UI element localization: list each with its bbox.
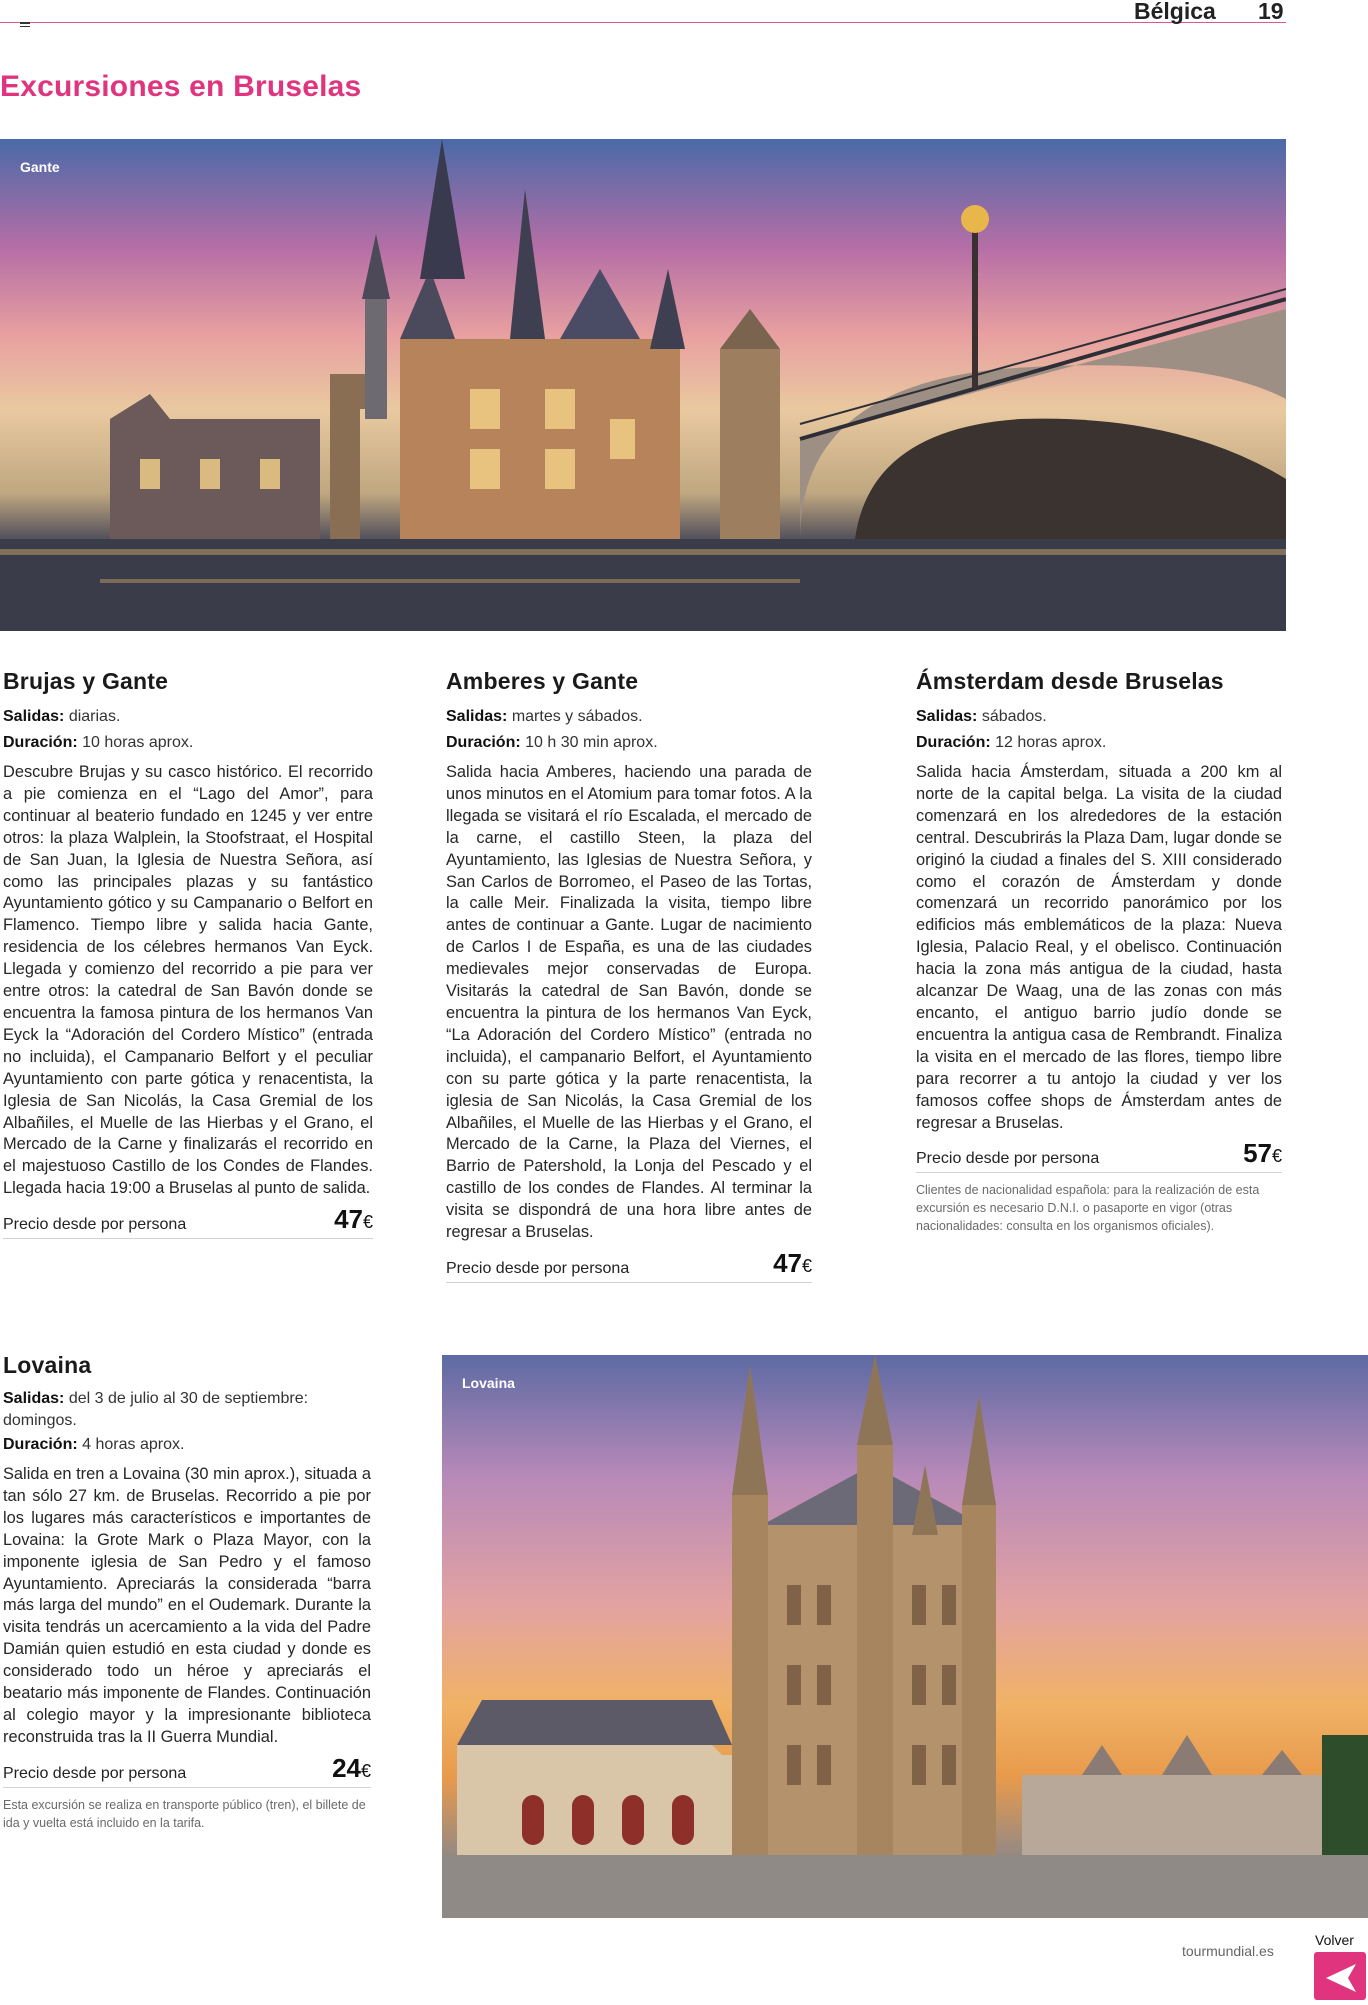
salidas-line: Salidas: martes y sábados. — [446, 708, 643, 725]
photo-caption: Lovaina — [462, 1375, 515, 1391]
salidas-line: Salidas: del 3 de julio al 30 de septiembre: domingos. — [3, 1390, 309, 1429]
section-title: Bélgica — [1134, 0, 1216, 24]
excursion-title: Lovaina — [3, 1352, 92, 1378]
salidas-line: Salidas: sábados. — [916, 708, 1047, 725]
footer-url[interactable]: tourmundial.es — [1182, 1943, 1274, 1959]
price-label: Precio desde por persona — [916, 1150, 1100, 1168]
excursion-description: Salida hacia Amberes, haciendo una parada de unos minutos en el Atomium para tomar fotos. A la llegada se visitará el río Escalada, el mercado de la carne, el castillo Steen, la plaza del Ayuntamiento, las Iglesias de Nuestra Señora, y San Carlos de Borromeo, el Paseo de las Tortas, la calle Meir. Finalizada la visita, tiempo libre antes de continuar a Gante. Lugar de nacimiento de Carlos I de España, es una de las ciudades medievales mejor conservadas de Europa. Visitarás la catedral de San Bavón, donde se encuentra la pintura de los hermanos Van Eyck, “La Adoración del Cordero Místico” (entrada no incluida), el campanario Belfort, el Ayuntamiento con su parte gótica y la parte renacentista, la iglesia de San Nicolás, la Casa Gremial de los Albañiles, el Muelle de las Hierbas y el Grano, el Mercado de la Carne, la Plaza del Viernes, el Barrio de Patershold, la Lonja del Pescado y el castillo de los condes de Flandes. Al terminar la visita se dispondrá de una hora libre antes de regresar a Bruselas. — [446, 763, 812, 1242]
gante-illustration — [0, 139, 1286, 631]
excursion-note: Esta excursión se realiza en transporte público (tren), el billete de ida y vuelta está incluido en la tarifa. — [3, 1797, 366, 1830]
price-value: 47€ — [773, 1247, 812, 1278]
price-value: 57€ — [1243, 1138, 1282, 1169]
excursion-title: Amberes y Gante — [446, 668, 639, 694]
price-label: Precio desde por persona — [3, 1764, 187, 1782]
excursion-description: Salida en tren a Lovaina (30 min aprox.), situada a tan sólo 27 km. de Bruselas. Recorrido a pie por los lugares más característicos e importantes de Lovaina: la Grote Mark o Plaza Mayor, con la imponente iglesia de San Pedro y el famoso Ayuntamiento. Apreciarás la considerada “barra más larga del mundo” en el Oudemark. Durante la visita tendrás un acercamiento a la vida del Padre Damián quien estudió en esta ciudad y donde es considerado todo un héroe y apreciarás el beatario más imponente de Flandes. Continuación al colegio mayor y la impresionante biblioteca reconstruida tras la II Guerra Mundial. — [3, 1465, 371, 1746]
page-number: 19 — [1258, 0, 1284, 24]
price-label: Precio desde por persona — [446, 1259, 630, 1277]
price-value: 47€ — [334, 1204, 373, 1235]
price-value: 24€ — [332, 1752, 371, 1783]
excursion-amberes-gante — [446, 668, 812, 1283]
page-title: Excursiones en Bruselas — [0, 70, 362, 103]
excursion-description: Descubre Brujas y su casco histórico. El recorrido a pie comienza en el “Lago del Amor”, para continuar al beaterio fundado en 1245 y ver entre otros: la plaza Walplein, la Stoofstraat, el Hospital de San Juan, la Iglesia de Nuestra Señora, así como las principales plazas y su fantástico Ayuntamiento gótico y su Campanario o Belfort en Flamenco. Tiempo libre y salida hacia Gante, residencia de los célebres hermanos Van Eyck. Llegada y comienzo del recorrido a pie para ver entre otros: la catedral de San Bavón donde se encuentra la famosa pintura de los hermanos Van Eyck la “Adoración del Cordero Místico” (entrada no incluida), el Campanario Belfort y el peculiar Ayuntamiento con parte gótica y renacentista, la Iglesia de San Nicolás, la Casa Gremial de los Albañiles, el Muelle de las Hierbas y el Grano, el Mercado de la Carne y finalizarás el recorrido en el majestuoso Castillo de los Condes de Flandes. Llegada hacia 19:00 a Bruselas al punto de salida. — [3, 763, 373, 1198]
gante-photo — [0, 139, 1286, 631]
back-arrow-icon[interactable] — [1314, 1952, 1366, 2000]
price-row — [446, 1248, 812, 1283]
lovaina-illustration — [442, 1355, 1368, 1918]
photo-caption: Gante — [20, 159, 60, 175]
excursion-title: Ámsterdam desde Bruselas — [916, 668, 1224, 694]
duracion-line: Duración: 12 horas aprox. — [916, 734, 1107, 751]
duracion-line: Duración: 10 horas aprox. — [3, 734, 194, 751]
excursion-note: Clientes de nacionalidad española: para la realización de esta excursión es necesario D.N.I. o pasaporte en vigor (otras nacionalidades: consulta en los organismos oficiales). — [916, 1183, 1260, 1234]
excursion-description: Salida hacia Ámsterdam, situada a 200 km al norte de la capital belga. La visita de la ciudad comenzará en los alrededores de la estación central. Descubrirás la Plaza Dam, lugar donde se originó la ciudad a finales del S. XIII considerado como el corazón de Ámsterdam y donde comenzará un recorrido panorámico por los edificios más emblemáticos de la plaza: Nueva Iglesia, Palacio Real, y el obelisco. Continuación hacia la zona más antigua de la ciudad, hasta alcanzar De Waag, una de las zonas con más encanto, el antiguo barrio judío donde se encuentra la antigua casa de Rembrandt. Finaliza la visita en el mercado de las flores, tiempo libre para recorrer a tu antojo la ciudad y ver los famosos coffee shops de Ámsterdam antes de regresar a Bruselas. — [916, 763, 1282, 1132]
excursion-amsterdam — [916, 668, 1282, 1235]
lovaina-photo — [442, 1355, 1368, 1918]
header-divider — [0, 22, 1286, 23]
excursion-brujas-gante — [3, 668, 373, 1239]
back-button[interactable] — [1311, 1932, 1368, 2000]
excursion-lovaina — [3, 1352, 371, 1832]
duracion-line: Duración: 10 h 30 min aprox. — [446, 734, 658, 751]
salidas-line: Salidas: diarias. — [3, 708, 121, 725]
price-label: Precio desde por persona — [3, 1216, 187, 1234]
price-row — [916, 1138, 1282, 1173]
price-row — [3, 1753, 371, 1788]
excursion-title: Brujas y Gante — [3, 668, 169, 694]
menu-icon[interactable] — [20, 22, 30, 29]
back-label: Volver — [1315, 1932, 1354, 1948]
price-row — [3, 1204, 373, 1239]
duracion-line: Duración: 4 horas aprox. — [3, 1436, 185, 1453]
